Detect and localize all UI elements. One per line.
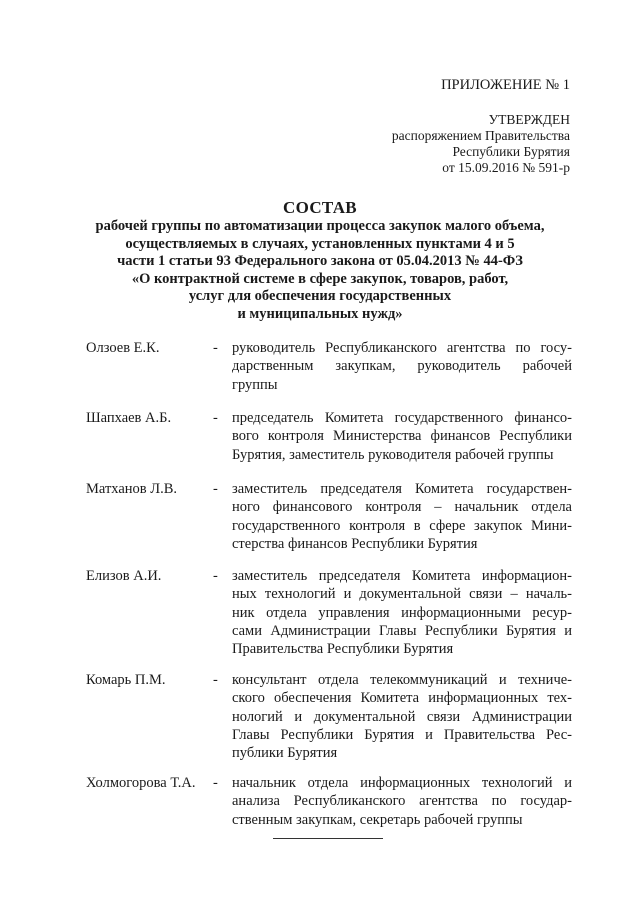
document-title [60, 198, 580, 324]
closing-rule [273, 838, 383, 839]
member-role [232, 409, 572, 464]
member-name: Матханов Л.В. [86, 481, 178, 497]
approval-line: распоряжением Правительства [391, 128, 570, 143]
role-line: Правительства Республики Бурятия [232, 641, 454, 658]
role-line: начальник отдела информационных технологий и [232, 775, 572, 791]
subtitle-line: и муниципальных нужд» [237, 305, 403, 322]
member-role [232, 567, 572, 658]
role-line: государственного контроля в сфере закупок Мини- [232, 517, 572, 534]
role-line: председатель Комитета государственного финансо- [232, 410, 572, 426]
member-role [232, 480, 572, 553]
role-line: консультант отдела телекоммуникаций и техниче- [232, 672, 572, 688]
role-line: Главы Республики Бурятия и Правительства Рес- [232, 726, 572, 743]
approval-block [392, 112, 570, 176]
member-separator: - [213, 672, 218, 688]
member-separator: - [213, 568, 218, 584]
approval-line: УТВЕРЖДЕН [488, 112, 570, 127]
member-role [232, 671, 572, 762]
title-subtitle [60, 218, 580, 324]
member-separator: - [213, 340, 218, 356]
role-line: заместитель председателя Комитета государствен- [232, 481, 572, 497]
member-name: Олзоев Е.К. [86, 340, 160, 356]
role-line: ственным закупкам, секретарь рабочей группы [232, 811, 523, 828]
member-name: Елизов А.И. [86, 568, 162, 584]
member-separator: - [213, 775, 218, 791]
member-name: Комарь П.М. [86, 672, 166, 688]
role-line: ник отдела управления информационными ресур- [232, 604, 572, 621]
role-line: ного финансового контроля – начальник отдела [232, 499, 572, 516]
role-line: публики Бурятия [232, 745, 338, 762]
role-line: анализа Республиканского агентства по государ- [232, 793, 572, 810]
subtitle-line: «О контрактной системе в сфере закупок, товаров, работ, [131, 270, 509, 287]
title-main: СОСТАВ [283, 198, 357, 217]
role-line: руководитель Республиканского агентства по госу- [232, 340, 572, 356]
role-line: стерства финансов Республики Бурятия [232, 535, 478, 552]
role-line: сами Администрации Главы Республики Бурятия и [232, 622, 572, 639]
member-separator: - [213, 481, 218, 497]
role-line: Бурятия, заместитель руководителя рабочей группы [232, 446, 554, 463]
approval-line: Республики Бурятия [452, 144, 570, 159]
role-line: заместитель председателя Комитета информацион- [232, 568, 572, 584]
member-role [232, 774, 572, 829]
member-name: Холмогорова Т.А. [86, 775, 196, 791]
role-line: вого контроля Министерства финансов Республики [232, 428, 572, 445]
subtitle-line: рабочей группы по автоматизации процесса закупок малого объема, [95, 218, 545, 234]
role-line: ского обеспечения Комитета информационных тех- [232, 690, 572, 707]
approval-line: от 15.09.2016 № 591-р [442, 160, 570, 175]
role-line: дарственным закупкам, руководитель рабочей [232, 358, 572, 375]
role-line: нологий и документальной связи Администрации [232, 708, 572, 725]
subtitle-line: услуг для обеспечения государственных [188, 288, 452, 305]
member-role [232, 339, 572, 394]
member-name: Шапхаев А.Б. [86, 410, 172, 426]
subtitle-line: части 1 статьи 93 Федерального закона от 05.04.2013 № 44-ФЗ [117, 253, 523, 270]
role-line: ных технологий и документальной связи – началь- [232, 586, 572, 603]
role-line: группы [232, 376, 278, 393]
subtitle-line: осуществляемых в случаях, установленных пунктами 4 и 5 [125, 235, 515, 252]
annex-label: ПРИЛОЖЕНИЕ № 1 [441, 77, 570, 93]
member-separator: - [213, 410, 218, 426]
